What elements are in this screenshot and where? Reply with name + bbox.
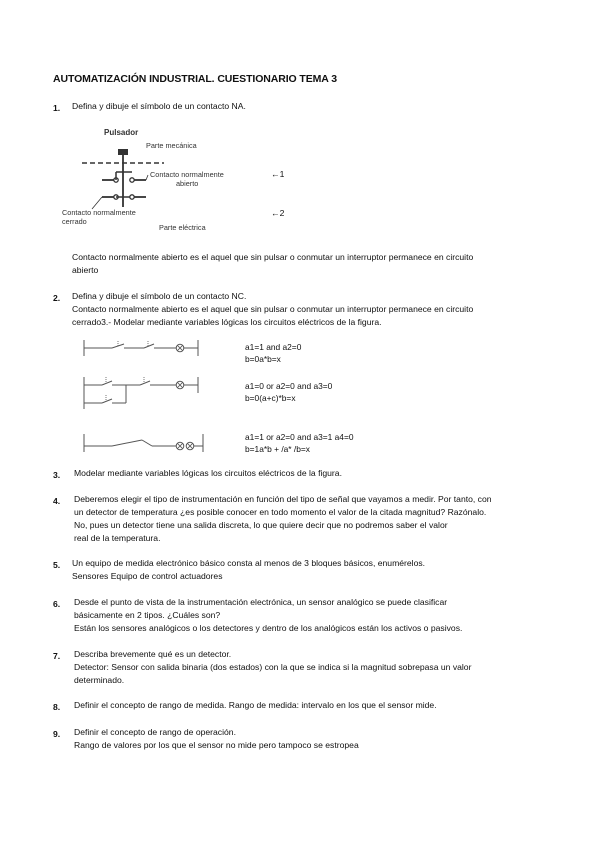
- q4-question-line1: Deberemos elegir el tipo de instrumentación en función del tipo de señal que vayamos a medir. Por tanto, con: [74, 494, 492, 504]
- label-contacto-cerrado: Contacto normalmente: [62, 208, 136, 217]
- q6-question-line2: básicamente en 2 tipos. ¿Cuáles son?: [74, 610, 221, 620]
- q8-question: Definir el concepto de rango de medida. Rango de medida: intervalo en los que el sensor mide.: [74, 700, 437, 710]
- q8-number: 8.: [53, 702, 61, 712]
- arrow-label-1: ←1: [271, 169, 285, 179]
- label-parte-mecanica: Parte mecánica: [146, 141, 197, 150]
- circuit-2-drawing: [82, 373, 202, 418]
- q9-answer: Rango de valores por los que el sensor no mide pero tampoco se estropea: [74, 740, 359, 750]
- label-contacto-abierto: Contacto normalmente: [150, 170, 224, 179]
- circuit-1-drawing: [82, 338, 202, 363]
- q3-number: 3.: [53, 470, 61, 480]
- circuit-2-eq2: b=0(a+c)*b=x: [245, 393, 296, 403]
- circuit-3-drawing: [82, 432, 207, 459]
- q4-number: 4.: [53, 496, 61, 506]
- q1-answer-line1: Contacto normalmente abierto es el aquel que sin pulsar o conmutar un interruptor permanece en circuito: [72, 252, 474, 262]
- q6-question-line1: Desde el punto de vista de la instrumentación electrónica, un sensor analógico se puede clasificar: [74, 597, 448, 607]
- q7-answer-line2: determinado.: [74, 675, 125, 685]
- q1-answer-line2: abierto: [72, 265, 99, 275]
- q5-answer: Sensores Equipo de control actuadores: [72, 571, 223, 581]
- circuit-2-eq1: a1=0 or a2=0 and a3=0: [245, 381, 333, 391]
- label-contacto-abierto-2: abierto: [176, 179, 199, 188]
- q7-question: Describa brevemente qué es un detector.: [74, 649, 232, 659]
- q4-question-line2: un detector de temperatura ¿es posible conocer en todo momento el valor de la citada magnitud? Razónalo.: [74, 507, 487, 517]
- q1-question: Defina y dibuje el símbolo de un contacto NA.: [72, 101, 246, 111]
- q2-answer-line1: Contacto normalmente abierto es el aquel que sin pulsar o conmutar un interruptor permanece en circuito: [72, 304, 474, 314]
- q5-question: Un equipo de medida electrónico básico consta al menos de 3 bloques básicos, enumérelos.: [72, 558, 426, 568]
- q9-number: 9.: [53, 729, 61, 739]
- q3-question: Modelar mediante variables lógicas los circuitos eléctricos de la figura.: [74, 468, 342, 478]
- q2-question: Defina y dibuje el símbolo de un contacto NC.: [72, 291, 247, 301]
- circuit-3-eq1: a1=1 or a2=0 and a3=1 a4=0: [245, 432, 354, 442]
- circuit-1-eq1: a1=1 and a2=0: [245, 342, 302, 352]
- q5-number: 5.: [53, 560, 61, 570]
- circuit-1-eq2: b=0a*b=x: [245, 354, 281, 364]
- label-parte-electrica: Parte eléctrica: [159, 223, 206, 232]
- label-contacto-cerrado-2: cerrado: [62, 217, 87, 226]
- q4-answer-line2: real de la temperatura.: [74, 533, 161, 543]
- circuit-3-eq2: b=1a*b + /a* /b=x: [245, 444, 310, 454]
- q4-answer-line1: No, pues un detector tiene una salida discreta, lo que quiere decir que no podremos saber el valor: [74, 520, 448, 530]
- q2-number: 2.: [53, 293, 61, 303]
- q1-number: 1.: [53, 103, 61, 113]
- q7-number: 7.: [53, 651, 61, 661]
- q7-answer-line1: Detector: Sensor con salida binaria (dos estados) con la que se indica si la magnitud sobrepasa un valor: [74, 662, 472, 672]
- q9-question: Definir el concepto de rango de operación.: [74, 727, 236, 737]
- label-pulsador: Pulsador: [104, 128, 139, 137]
- q2-answer-line2: cerrado3.- Modelar mediante variables lógicas los circuitos eléctricos de la figura.: [72, 317, 382, 327]
- q6-number: 6.: [53, 599, 61, 609]
- page-title: AUTOMATIZACIÓN INDUSTRIAL. CUESTIONARIO TEMA 3: [53, 73, 337, 85]
- arrow-label-2: ←2: [271, 208, 285, 218]
- q6-answer: Están los sensores analógicos o los detectores y dentro de los analógicos están los activos o pasivos.: [74, 623, 463, 633]
